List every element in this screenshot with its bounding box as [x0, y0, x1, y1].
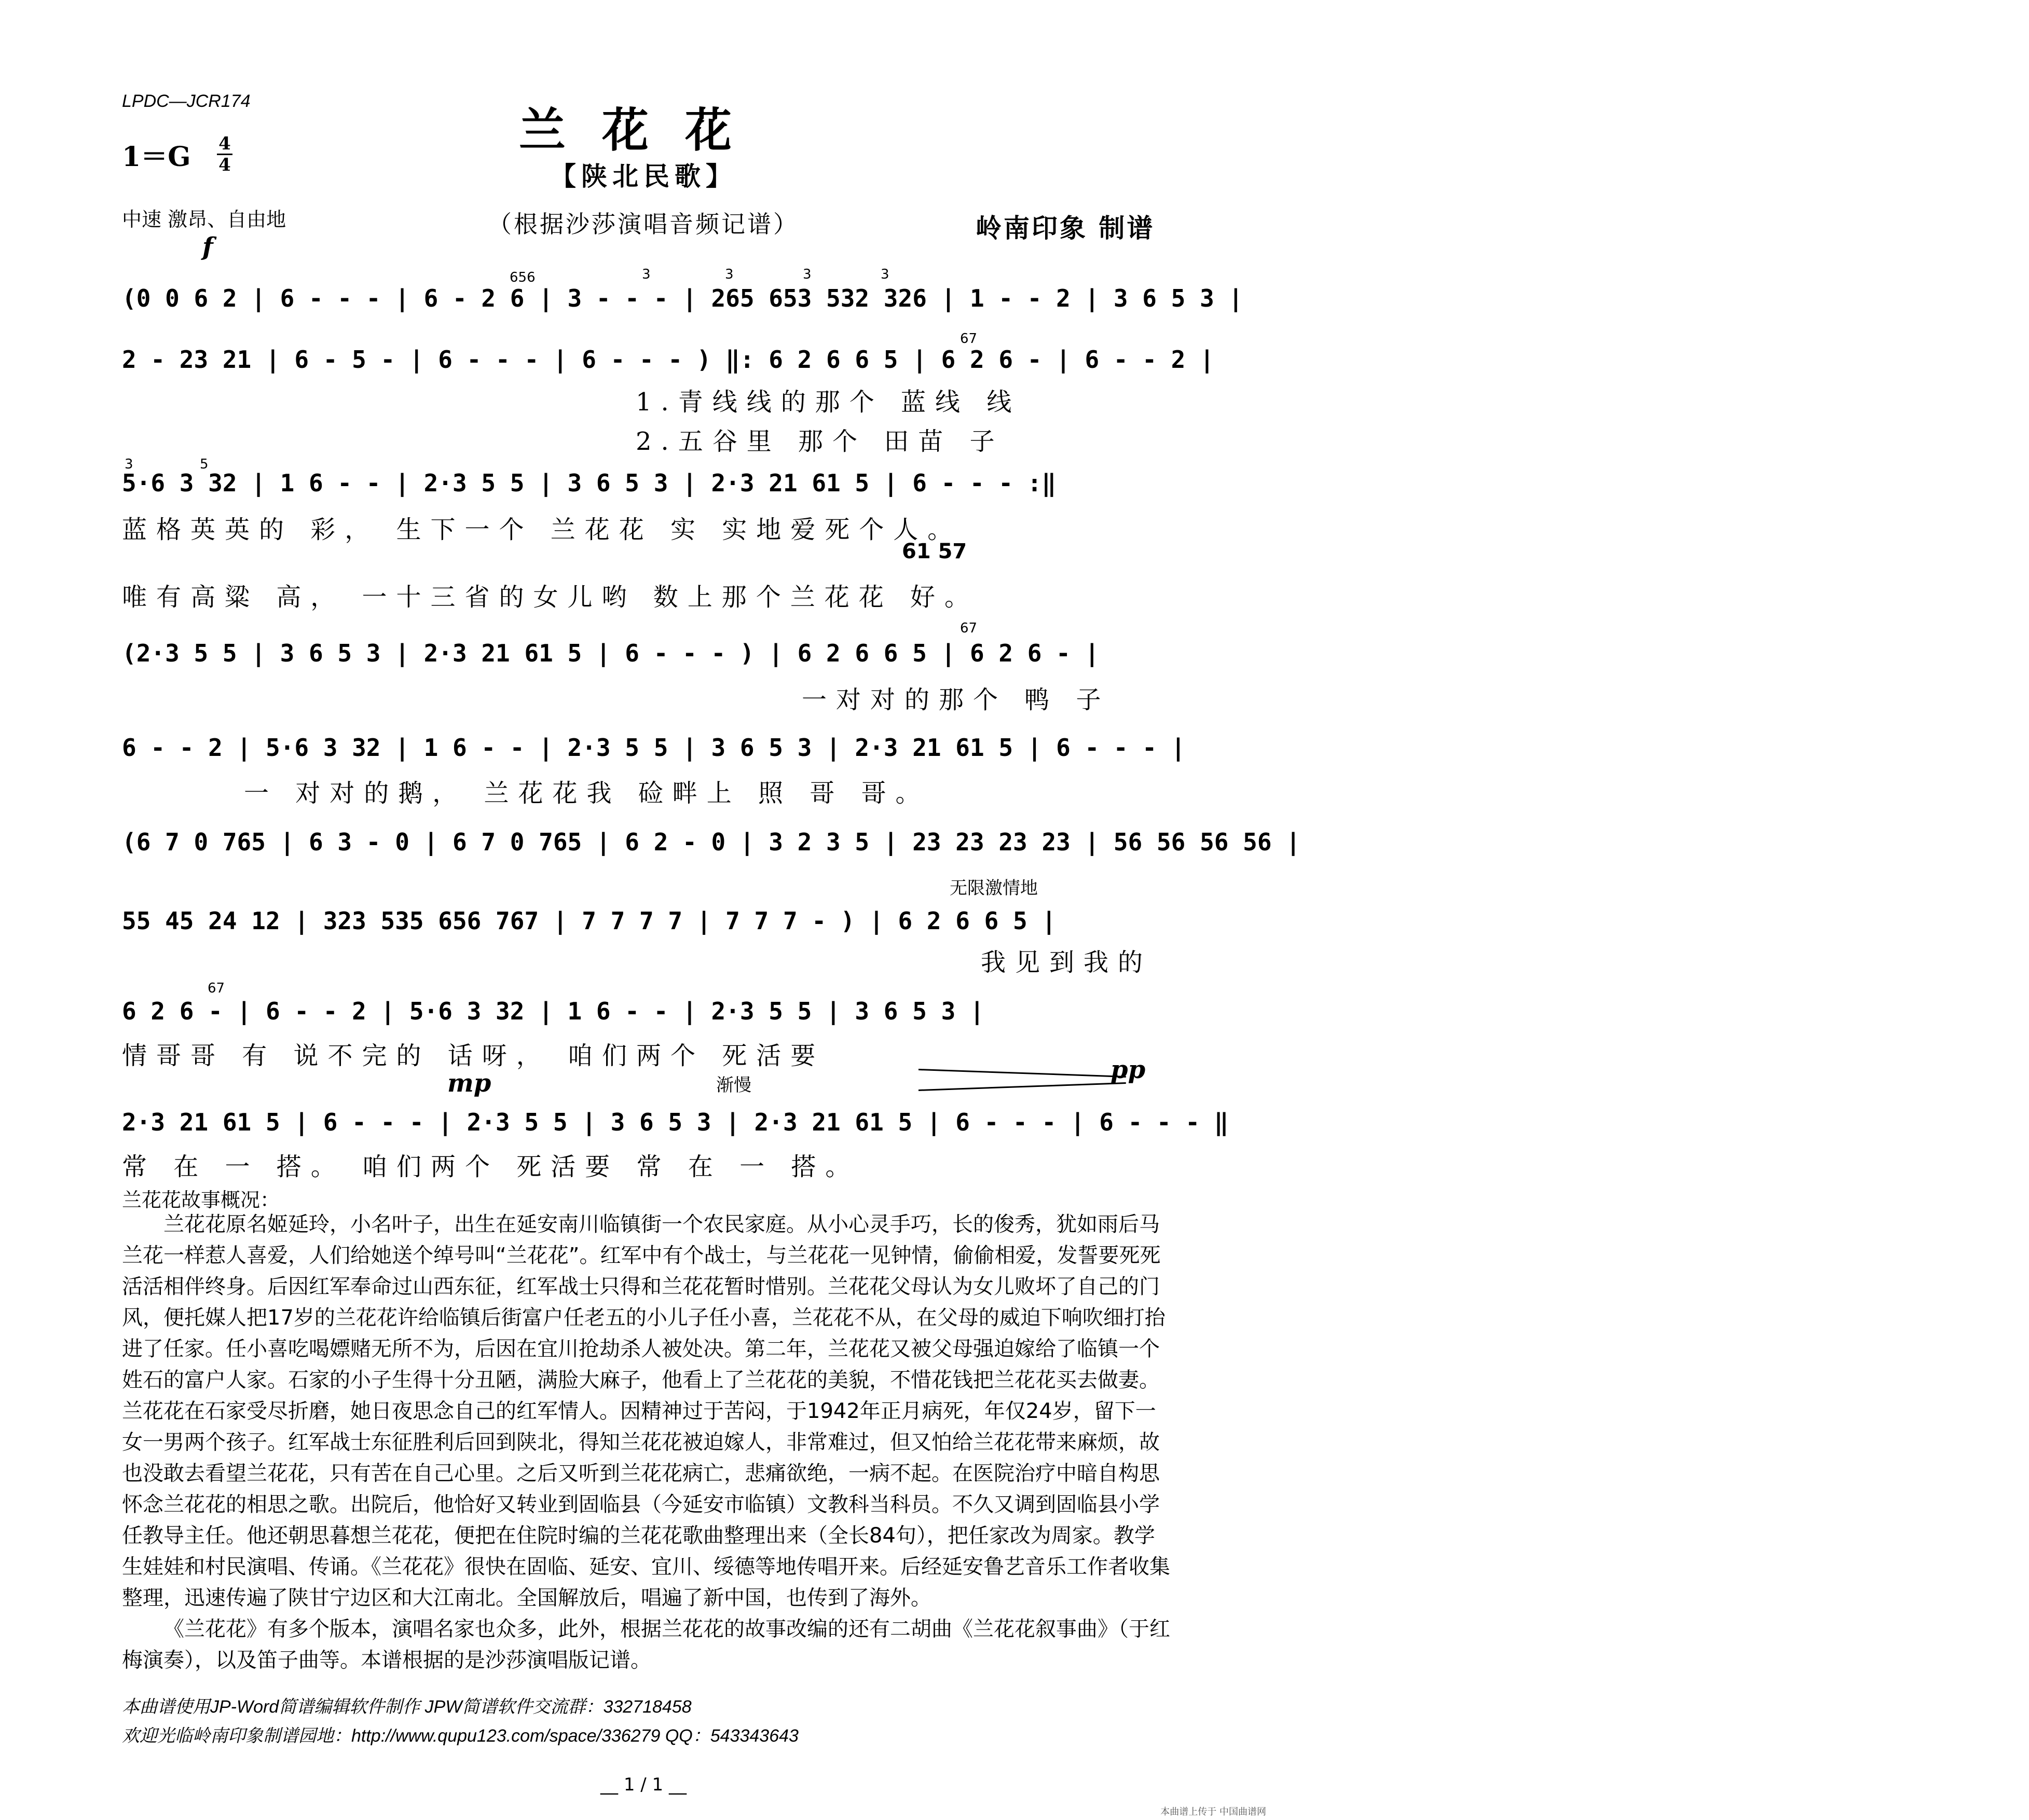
footer-software-line: 本曲谱使用JP-Word简谱编辑软件制作 JPW简谱软件交流群：332718458 — [122, 1697, 692, 1717]
story-text — [122, 1209, 1170, 1676]
triplet-mark-1: 3 — [642, 267, 651, 282]
lyric-row8: 情哥哥 有 说不完的 话呀， 咱们两个 死活要 — [122, 1041, 825, 1070]
triplet-mark-3: 3 — [803, 267, 812, 282]
score-code: LPDC—JCR174 — [122, 91, 251, 111]
time-signature-top: 4 — [218, 133, 231, 154]
triplet-mark-4: 3 — [881, 267, 889, 282]
score-row-9: 2·3 21 61 5 | 6 - - - | 2·3 5 5 | 3 6 5 3 | 2·3 21 61 5 | 6 - - - | 6 - - - ‖ — [122, 1108, 1229, 1136]
dynamic-forte: f — [202, 232, 213, 261]
grace-note-67-a: 67 — [960, 331, 978, 347]
lyric-verse2-line1: 2.五谷里 那个 田苗 子 — [636, 427, 1004, 456]
score-row-5: 6 - - 2 | 5·6 3 32 | 1 6 - - | 2·3 5 5 | 3 6 5 3 | 2·3 21 61 5 | 6 - - - | — [122, 734, 1186, 762]
decrescendo-line-lower — [918, 1082, 1126, 1091]
lyric-verse2-line2: 唯有高粱 高， 一十三省的女儿哟 数上那个兰花花 好。 — [122, 583, 979, 612]
grace-note-67-c: 67 — [208, 981, 225, 996]
score-row-3: 5·6 3 32 | 1 6 - - | 2·3 5 5 | 3 6 5 3 | 2·3 21 61 5 | 6 - - - :‖ — [122, 469, 1057, 497]
alternate-notes: 61 57 — [902, 540, 967, 563]
score-row-7: 55 45 24 12 | 323 535 656 767 | 7 7 7 7 | 7 7 7 - ) | 6 2 6 6 5 | — [122, 907, 1057, 935]
expression-slowing: 渐慢 — [716, 1075, 751, 1096]
genre-label: 【陕北民歌】 — [550, 161, 737, 191]
footer-website-line: 欢迎光临岭南印象制谱园地：http://www.qupu123.com/space/336279 QQ：543343643 — [122, 1726, 799, 1746]
story-heading: 兰花花故事概况： — [122, 1189, 280, 1211]
page-number: __ 1 / 1 __ — [600, 1774, 687, 1795]
score-row-1: (0 0 6 2 | 6 - - - | 6 - 2 6 | 3 - - - | 265 653 532 326 | 1 - - 2 | 3 6 5 3 | — [122, 284, 1243, 312]
lyric-row5: 一 对对的鹅， 兰花花我 硷畔上 照 哥 哥。 — [244, 779, 930, 808]
lyric-row4: 一对对的那个 鸭 子 — [802, 685, 1111, 714]
expression-unlimited-passion: 无限激情地 — [950, 878, 1038, 899]
dynamic-pianissimo: pp — [1111, 1055, 1146, 1084]
grace-note-5-a: 5 — [200, 457, 209, 472]
score-row-8: 6 2 6 - | 6 - - 2 | 5·6 3 32 | 1 6 - - | 2·3 5 5 | 3 6 5 3 | — [122, 997, 984, 1025]
triplet-mark-2: 3 — [725, 267, 734, 282]
key-signature: 1＝G — [122, 141, 191, 173]
lyric-verse1-line2: 蓝格英英的 彩， 生下一个 兰花花 实 实地爱死个人。 — [122, 515, 962, 544]
lyric-row9: 常 在 一 搭。 咱们两个 死活要 常 在 一 搭。 — [122, 1152, 860, 1181]
source-note: （根据沙莎演唱音频记谱） — [488, 210, 799, 238]
author-credit: 岭南印象 制谱 — [976, 213, 1155, 243]
time-signature-bottom: 4 — [218, 155, 231, 175]
song-title: 兰花花 — [519, 103, 768, 158]
story-paragraph-2: 《兰花花》有多个版本，演唱名家也众多，此外，根据兰花花的故事改编的还有二胡曲《兰花花叙事曲》（于红梅演奏），以及笛子曲等。本谱根据的是沙莎演唱版记谱。 — [122, 1617, 1170, 1672]
tempo-marking: 中速 激昂、自由地 — [122, 208, 286, 231]
dynamic-mezzo-piano: mp — [447, 1069, 491, 1098]
story-paragraph-1: 兰花花原名姬延玲，小名叶子，出生在延安南川临镇街一个农民家庭。从小心灵手巧，长的俊秀，犹如雨后马兰花一样惹人喜爱，人们给她送个绰号叫“兰花花”。红军中有个战士，与兰花花一见钟情，偷偷相爱，发誓要死死活活相伴终身。后因红军奉命过山西东征，红军战士只得和兰花花暂时惜别。兰花花父母认为女儿败坏了自己的门风，便托媒人把17岁的兰花花许给临镇后街富户任老五的小儿子任小喜，兰花花不从，在父母的威迫下响吹细打抬进了任家。任小喜吃喝嫖赌无所不为，后因在宜川抢劫杀人被处决。第二年，兰花花又被父母强迫嫁给了临镇一个姓石的富户人家。石家的小子生得十分丑陋，满脸大麻子，他看上了兰花花的美貌，不惜花钱把兰花花买去做妻。兰花花在石家受尽折磨，她日夜思念自己的红军情人。因精神过于苦闷，于1942年正月病死，年仅24岁，留下一女一男两个孩子。红军战士东征胜利后回到陕北，得知兰花花被迫嫁人，非常难过，但又怕给兰花花带来麻烦，故也没敢去看望兰花花，只有苦在自己心里。之后又听到兰花花病亡，悲痛欲绝，一病不起。在医院治疗中暗自构思怀念兰花花的相思之歌。出院后，他恰好又转业到固临县（今延安市临镇）文教科当科员。不久又调到固临县小学任教导主任。他还朝思暮想兰花花，便把在住院时编的兰花花歌曲整理出来（全长84句），把任家改为周家。教学生娃娃和村民演唱、传诵。《兰花花》很快在固临、延安、宜川、绥德等地传唱开来。后经延安鲁艺音乐工作者收集整理，迅速传遍了陕甘宁边区和大江南北。全国解放后，唱遍了新中国，也传到了海外。 — [122, 1212, 1170, 1610]
score-row-4: (2·3 5 5 | 3 6 5 3 | 2·3 21 61 5 | 6 - - - ) | 6 2 6 6 5 | 6 2 6 - | — [122, 639, 1100, 667]
lyric-row7: 我见到我的 — [981, 948, 1153, 977]
grace-note-3-a: 3 — [125, 457, 133, 472]
score-row-2: 2 - 23 21 | 6 - 5 - | 6 - - - | 6 - - - ) ‖: 6 2 6 6 5 | 6 2 6 - | 6 - - 2 | — [122, 346, 1214, 374]
grace-note-656: 656 — [510, 270, 536, 285]
lyric-verse1-line1: 1.青线线的那个 蓝线 线 — [636, 388, 1021, 417]
upload-watermark: 本曲谱上传于 中国曲谱网 — [1160, 1807, 1266, 1817]
score-row-6: (6 7 0 765 | 6 3 - 0 | 6 7 0 765 | 6 2 - 0 | 3 2 3 5 | 23 23 23 23 | 56 56 56 56 | — [122, 828, 1300, 856]
grace-note-67-b: 67 — [960, 621, 978, 636]
